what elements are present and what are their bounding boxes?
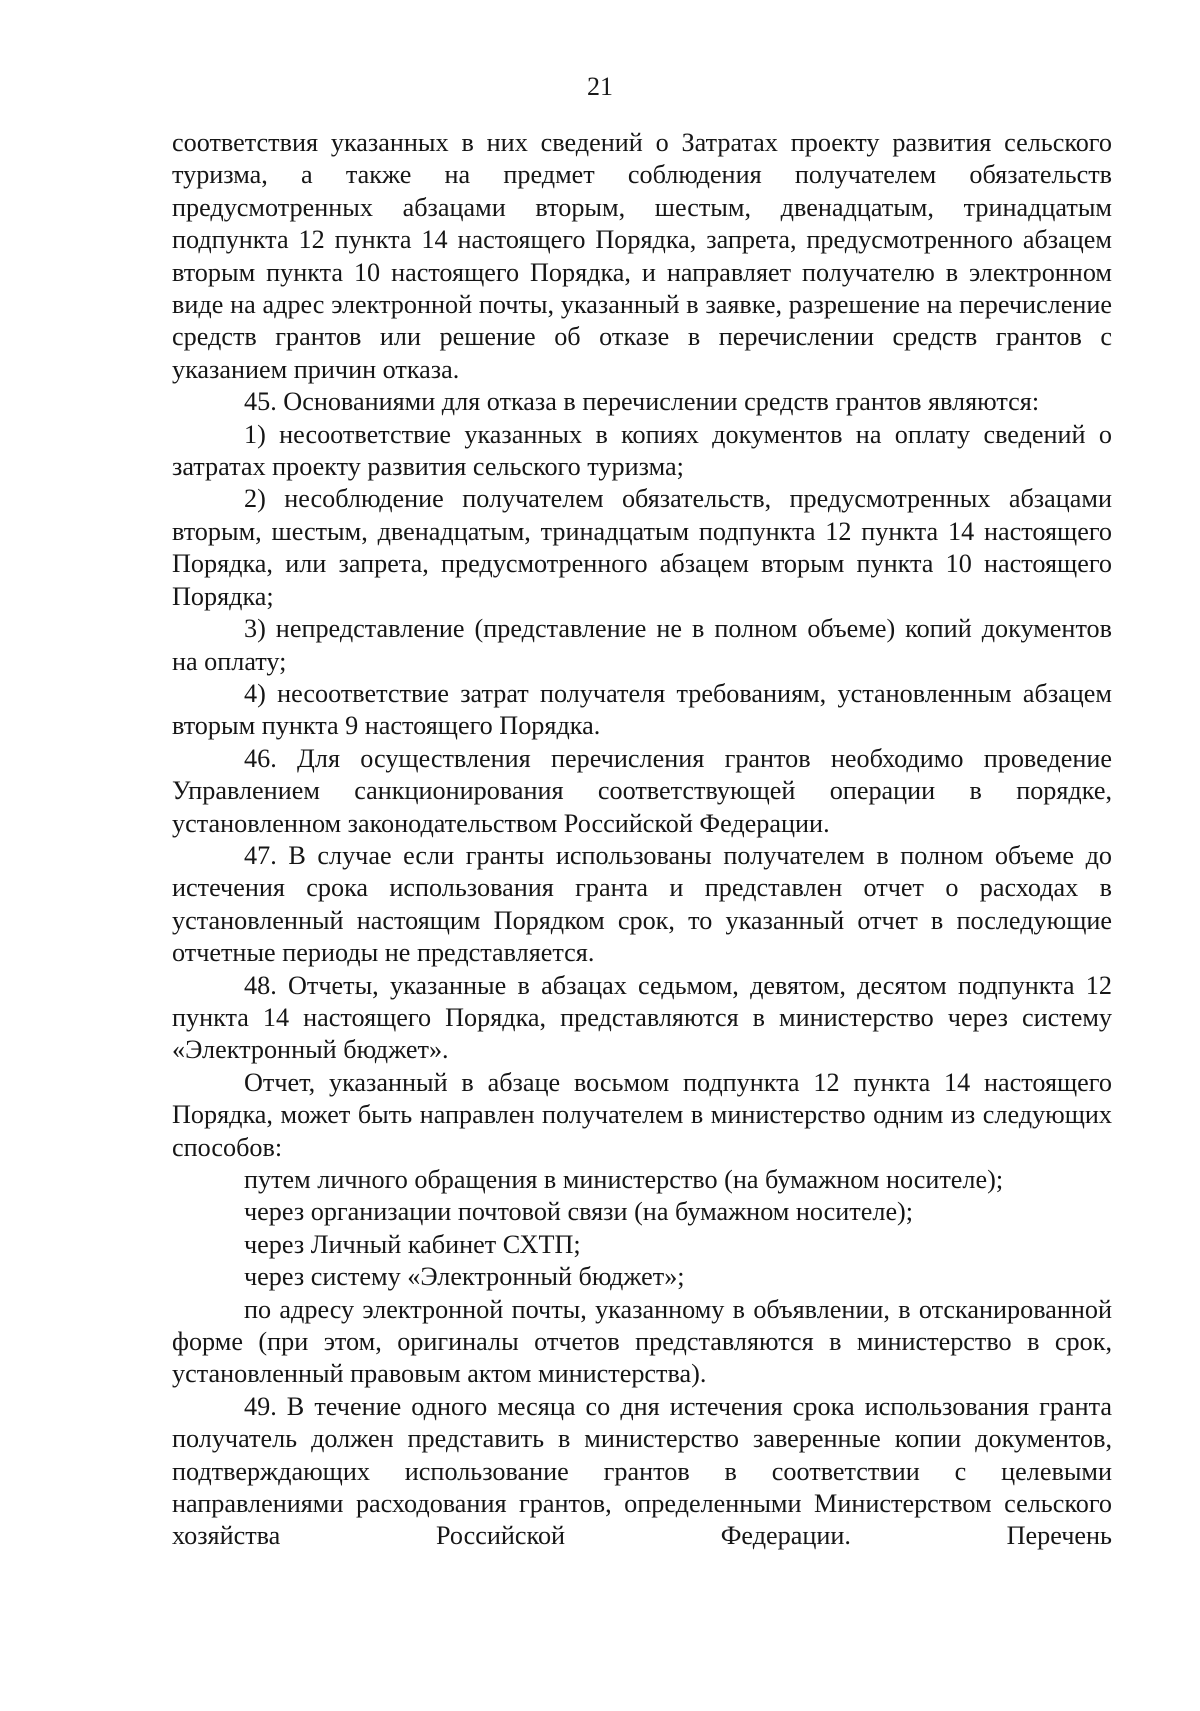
paragraph-method-personal: путем личного обращения в министерство (на бумажном носителе); [244, 1165, 1004, 1194]
paragraph-item-45: 45. Основаниями для отказа в перечислении средств грантов являются: [244, 387, 1040, 417]
paragraph-subitem-2: 2) несоблюдение получателем обязательств, предусмотренных абзацами вторым, шестым, двенадцатым, тринадцатым подпункта 12 пункта 14 настоящего Порядка, или запрета, предусмотренного абзацем вторым пункта 10 настоящего Порядка; [172, 484, 1112, 611]
paragraph-item-46: 46. Для осуществления перечисления грантов необходимо проведение Управлением санкционирования соответствующей операции в порядке, установленном законодательством Российской Федерации. [172, 743, 1112, 838]
paragraph-method-ebudget: через систему «Электронный бюджет»; [244, 1262, 685, 1292]
page-number: 21 [587, 72, 613, 101]
paragraph-continuation: соответствия указанных в них сведений о Затратах проекту развития сельского туризма, а также на предмет соблюдения получателем обязательств предусмотренных абзацами вторым, шестым, двенадцатым, тринадцатым подпункта 12 пункта 14 настоящего Порядка, запрета, предусмотренного абзацем вторым пункта 10 настоящего Порядка, и направляет получателю в электронном виде на адрес электронной почты, указанный в заявке, разрешение на перечисление средств грантов или решение об отказе в перечислении средств грантов с указанием причин отказа. [172, 128, 1112, 384]
paragraph-item-49: 49. В течение одного месяца со дня истечения срока использования гранта получатель должен представить в министерство заверенные копии документов, подтверждающих использование грантов в соответствии с целевыми направлениями расходования грантов, определенными Министерством сельского хозяйства Российской Федерации. Перечень [172, 1391, 1112, 1551]
paragraph-subitem-3: 3) непредставление (представление не в полном объеме) копий документов на оплату; [172, 614, 1112, 676]
paragraph-subitem-1: 1) несоответствие указанных в копиях документов на оплату сведений о затратах проекту развития сельского туризма; [172, 419, 1112, 482]
document-body [172, 127, 1112, 1553]
paragraph-subitem-4: 4) несоответствие затрат получателя требованиям, установленным абзацем вторым пункта 9 настоящего Порядка. [172, 678, 1112, 741]
paragraph-method-email: по адресу электронной почты, указанному в объявлении, в отсканированной форме (при этом, оригиналы отчетов представляются в министерство в срок, установленный правовым актом министерства). [172, 1294, 1112, 1389]
paragraph-item-47: 47. В случае если гранты использованы получателем в полном объеме до истечения срока использования гранта и представлен отчет о расходах в установленный настоящим Порядком срок, то указанный отчет в последующие отчетные периоды не представляется. [172, 840, 1112, 968]
paragraph-method-post: через организации почтовой связи (на бумажном носителе); [244, 1197, 914, 1227]
paragraph-report-methods-intro: Отчет, указанный в абзаце восьмом подпункта 12 пункта 14 настоящего Порядка, может быть направлен получателем в министерство одним из следующих способов: [172, 1067, 1112, 1162]
paragraph-method-cabinet: через Личный кабинет СХТП; [244, 1229, 581, 1259]
paragraph-item-48: 48. Отчеты, указанные в абзацах седьмом, девятом, десятом подпункта 12 пункта 14 настоящего Порядка, представляются в министерство через систему «Электронный бюджет». [172, 970, 1112, 1065]
